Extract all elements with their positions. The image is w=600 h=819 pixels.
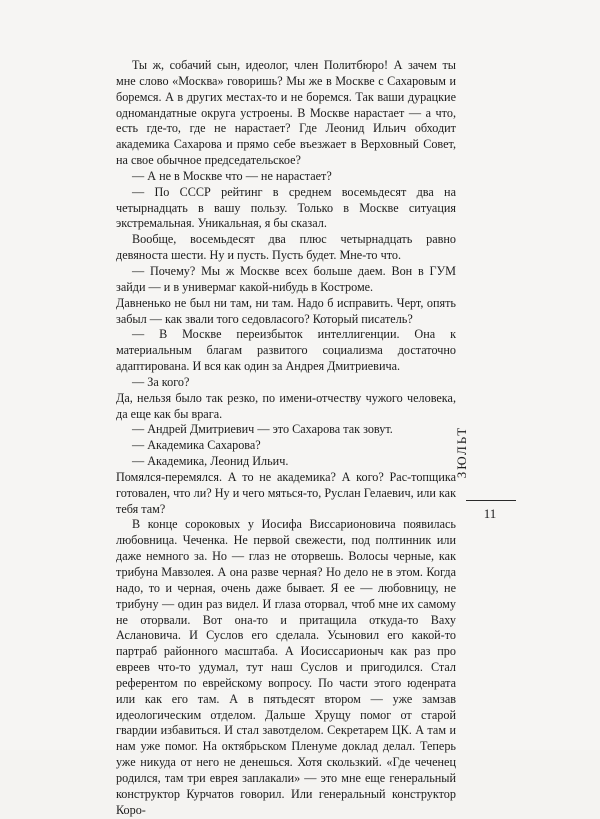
paragraph: — А не в Москве что — не нарастает? [132,168,332,183]
paragraph: — Почему? Мы ж Москве всех больше даем. Вон в ГУМ зайди — и в универмаг какой-нибудь в Костроме. [116,263,456,294]
paragraph: — Андрей Дмитриевич — это Сахарова так зовут. [132,422,393,437]
paragraph: — За кого? [132,374,190,389]
paragraph: — В Москве переизбыток интеллигенции. Она к материальным благам развитого социализма достаточно адаптирована. И вся как один за Андрея Дмитриевича. [116,327,456,374]
paragraph: — По СССР рейтинг в среднем восемьдесят два на четырнадцать в вашу пользу. Только в Москве ситуация экстремальная. Уникальная, я бы сказал. [116,184,456,231]
page-number: 11 [483,506,497,521]
body-text [116,58,456,819]
paragraph: Помялся-перемялся. А то не академика? А кого? Рас-топщика готовален, что ли? Ну и чего мяться-то, Руслан Гелаевич, или как тебя там? [116,469,456,516]
running-head: ЗЮЛЬТ [454,425,469,479]
paragraph: — Академика, Леонид Ильич. [132,454,289,469]
margin-divider [466,500,516,501]
paragraph: Да, нельзя было так резко, по имени-отчеству чужого человека, да еще как бы врага. [116,390,456,421]
paragraph: В конце сороковых у Иосифа Виссарионовича появилась любовница. Чеченка. Не первой свежести, под полтинник или даже немного за. Но — глаз не оторвешь. Волосы черные, как трибуна Мавзолея. А она разве черная? Но дело не в этом. Когда надо, то и черная, очень даже бывает. Я ее — любовницу, не трибуну — один раз видел. И глаза оторвал, чтоб мне их самому не оторвали. Вот она-то и притащила откуда-то Ваху Аслановича. И Суслов его сделала. Усыновил его какой-то партраб районного масштаба. А Иосиссарионыч как раз про евреев что-то удумал, тут наш Суслов и пригодился. Стал референтом по еврейскому вопросу. По части этого юденрата или как его там. А в пятьдесят втором — уже замзав идеологическим отделом. Дальше Хрущу помог от старой гвардии избавиться. И стал завотделом. Секретарем ЦК. А там и нам уже помог. На октябрьском Пленуме доклад делал. Теперь уже никуда от него не денешься. Хотя скользкий. «Где чеченец родился, там три еврея заплакали» — это мне еще генеральный конструктор Курчатов говорил. Или генеральный конструктор Коро- [116,517,456,817]
paragraph: Давненько не был ни там, ни там. Надо б исправить. Черт, опять забыл — как звали того седовласого? Который писатель? [116,295,456,326]
paragraph: Ты ж, собачий сын, идеолог, член Политбюро! А зачем ты мне слово «Москва» говоришь? Мы же в Москве с Сахаровым и боремся. А в других местах-то и не боремся. Так ваши дурацкие одномандатные округа устроены. В Москве нарастает — а что, есть где-то, где не нарастает? Где Леонид Ильич обходит академика Сахарова и прямо себе въезжает в Верховный Совет, на свое обычное председательское? [116,58,456,168]
paragraph: — Академика Сахарова? [132,438,261,453]
paragraph: Вообще, восемьдесят два плюс четырнадцать равно девяноста шести. Ну и пусть. Пусть будет. Мне-то что. [116,232,456,263]
